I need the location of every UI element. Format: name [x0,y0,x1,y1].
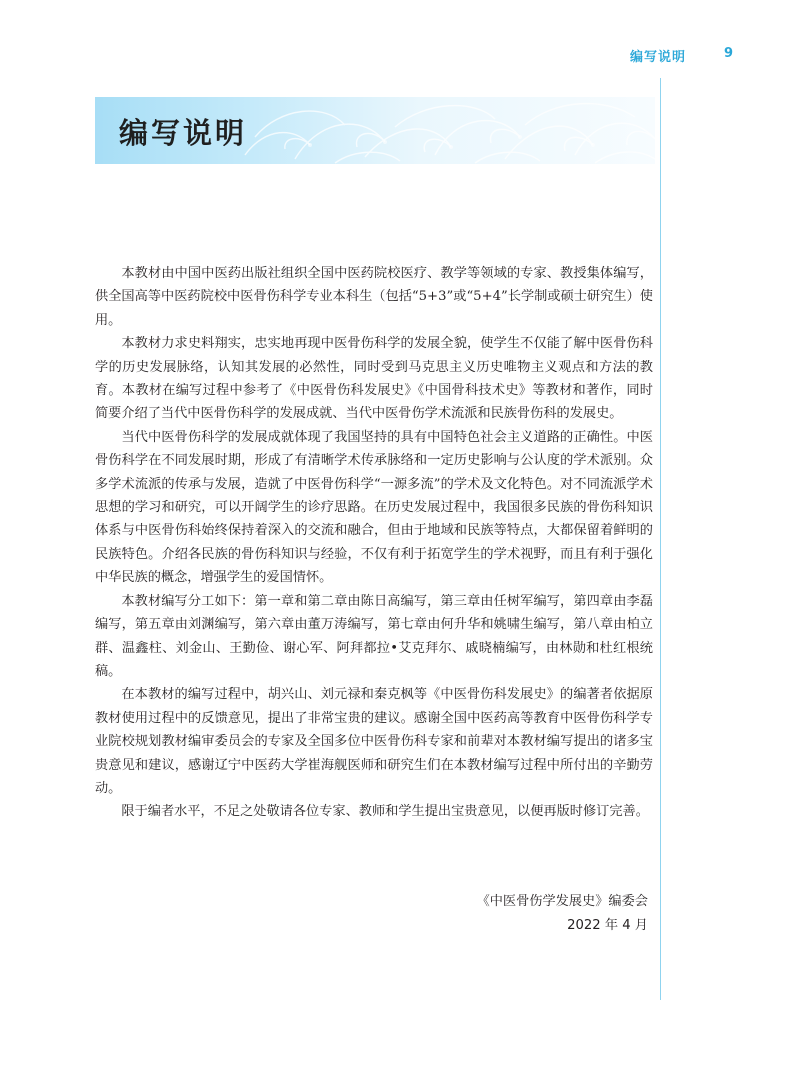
body-text [95,262,653,824]
editorial-committee: 《中医骨伤学发展史》编委会 [476,894,648,909]
paragraph: 本教材编写分工如下：第一章和第二章由陈日高编写，第三章由任树军编写，第四章由李磊编写，第五章由刘渊编写，第六章由董万涛编写，第七章由何升华和姚啸生编写，第八章由柏立群、温鑫柱、刘金山、王勤俭、谢心军、阿拜都拉•艾克拜尔、戚晓楠编写，由林勋和杜红根统稿。 [95,593,653,679]
signature-block [420,890,648,938]
running-head-title: 编写说明 [630,50,687,65]
paragraph: 本教材力求史料翔实，忠实地再现中医骨伤科学的发展全貌，使学生不仅能了解中医骨伤科学的历史发展脉络，认知其发展的必然性，同时受到马克思主义历史唯物主义观点和方法的教育。本教材在编写过程中参考了《中医骨伤科发展史》《中国骨科技术史》等教材和著作，同时简要介绍了当代中医骨伤科学的发展成就、当代中医骨伤学术流派和民族骨伤科的发展史。 [95,336,653,422]
page-title: 编写说明 [119,116,248,150]
paragraph: 当代中医骨伤科学的发展成就体现了我国坚持的具有中国特色社会主义道路的正确性。中医骨伤科学在不同发展时期，形成了有清晰学术传承脉络和一定历史影响与公认度的学术派别。众多学术流派的传承与发展，造就了中医骨伤科学“一源多流”的学术及文化特色。对不同流派学术思想的学习和研究，可以开阔学生的诊疗思路。在历史发展过程中，我国很多民族的骨伤科知识体系与中医骨伤科始终保持着深入的交流和融合，但由于地域和民族等特点，大都保留着鲜明的民族特色。介绍各民族的骨伤科知识与经验，不仅有利于拓宽学生的学术视野，而且有利于强化中华民族的概念，增强学生的爱国情怀。 [95,429,653,586]
paragraph: 限于编者水平，不足之处敬请各位专家、教师和学生提出宝贵意见，以便再版时修订完善。 [121,804,649,820]
page-number: 9 [724,46,734,61]
page-edge-line [660,78,661,1000]
section-banner [95,97,655,164]
signature-date: 2022 年 4 月 [567,918,648,933]
paragraph: 本教材由中国中医药出版社组织全国中医药院校医疗、教学等领域的专家、教授集体编写，供全国高等中医药院校中医骨伤科学专业本科生（包括“5+3”或“5+4”长学制或硕士研究生）使用。 [95,266,653,328]
paragraph: 在本教材的编写过程中，胡兴山、刘元禄和秦克枫等《中医骨伤科发展史》的编著者依据原教材使用过程中的反馈意见，提出了非常宝贵的建议。感谢全国中医药高等教育中医骨伤科学专业院校规划教材编审委员会的专家及全国多位中医骨伤科专家和前辈对本教材编写提出的诸多宝贵意见和建议，感谢辽宁中医药大学崔海舰医师和研究生们在本教材编写过程中所付出的辛勤劳动。 [95,687,653,796]
